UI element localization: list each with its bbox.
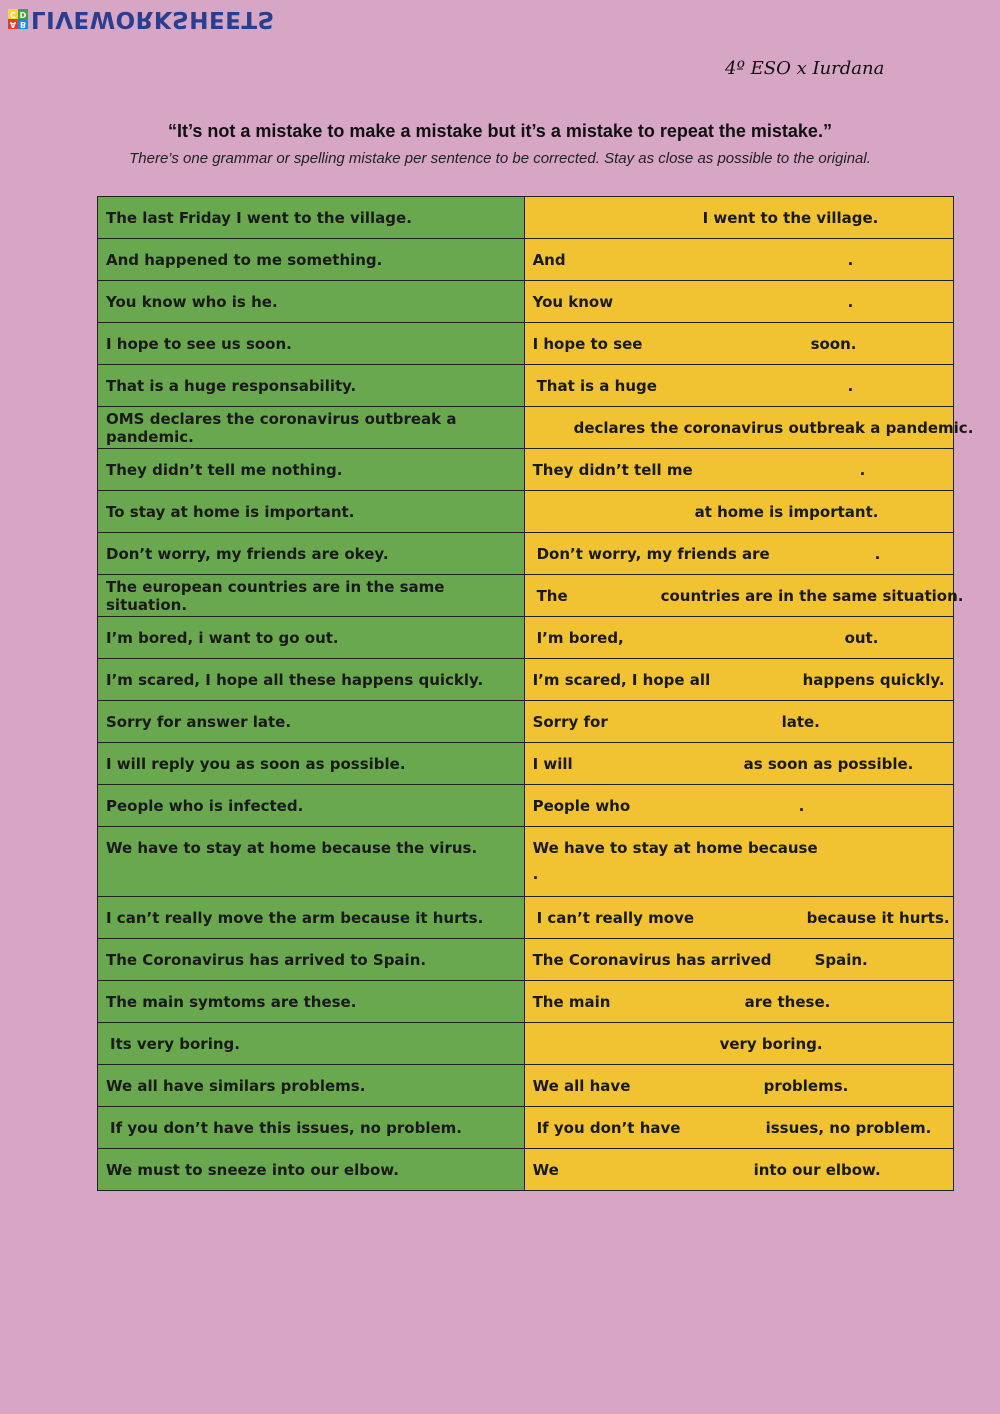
logo-mark-icon: A B C D xyxy=(9,10,27,29)
exercise-row xyxy=(98,1023,954,1065)
original-sentence: I’m bored, i want to go out. xyxy=(98,617,525,659)
original-sentence: We must to sneeze into our elbow. xyxy=(98,1149,525,1191)
answer-prefix: You know xyxy=(532,292,614,311)
answer-suffix: . xyxy=(847,292,854,311)
exercise-row xyxy=(98,659,954,701)
answer-prefix: The main xyxy=(532,992,611,1011)
original-sentence: The last Friday I went to the village. xyxy=(98,197,525,239)
worksheet-quote: “It’s not a mistake to make a mistake but it’s a mistake to repeat the mistake.” xyxy=(168,121,832,141)
corrected-sentence[interactable] xyxy=(524,407,974,449)
answer-suffix: because it hurts. xyxy=(806,908,950,927)
corrected-sentence[interactable] xyxy=(524,1023,953,1065)
corrected-sentence[interactable] xyxy=(524,617,953,659)
answer-suffix: late. xyxy=(781,712,820,731)
corrected-sentence[interactable] xyxy=(524,701,953,743)
answer-suffix: are these. xyxy=(744,992,831,1011)
original-sentence: I hope to see us soon. xyxy=(98,323,525,365)
answer-prefix: And xyxy=(532,250,566,269)
exercise-row xyxy=(98,239,954,281)
original-sentence: I’m scared, I hope all these happens quickly. xyxy=(98,659,525,701)
logo-text: LIVEWORKSHEETS xyxy=(31,6,275,32)
corrected-sentence[interactable] xyxy=(524,785,953,827)
exercise-row xyxy=(98,939,954,981)
answer-suffix: problems. xyxy=(763,1076,849,1095)
exercise-row xyxy=(98,897,954,939)
exercise-row xyxy=(98,1107,954,1149)
answer-prefix: They didn’t tell me xyxy=(532,460,693,479)
original-sentence: To stay at home is important. xyxy=(98,491,525,533)
answer-prefix: We xyxy=(532,1160,559,1179)
exercise-row xyxy=(98,575,954,617)
exercise-row xyxy=(98,491,954,533)
original-sentence: We have to stay at home because the virus. xyxy=(98,827,525,897)
corrected-sentence[interactable] xyxy=(524,281,953,323)
exercise-row xyxy=(98,701,954,743)
original-sentence: The main symtoms are these. xyxy=(98,981,525,1023)
answer-suffix: at home is important. xyxy=(694,502,879,521)
answer-suffix: soon. xyxy=(810,334,857,353)
corrected-sentence[interactable] xyxy=(524,827,953,897)
original-sentence: We all have similars problems. xyxy=(98,1065,525,1107)
exercise-row xyxy=(98,981,954,1023)
exercise-row xyxy=(98,785,954,827)
corrected-sentence[interactable] xyxy=(524,1107,953,1149)
original-sentence: And happened to me something. xyxy=(98,239,525,281)
original-sentence: That is a huge responsability. xyxy=(98,365,525,407)
corrected-sentence[interactable] xyxy=(524,743,953,785)
answer-prefix: I hope to see xyxy=(532,334,643,353)
corrected-sentence[interactable] xyxy=(524,939,953,981)
exercise-row xyxy=(98,743,954,785)
corrected-sentence[interactable] xyxy=(524,491,953,533)
answer-suffix: declares the coronavirus outbreak a pandemic. xyxy=(573,418,974,437)
exercise-row xyxy=(98,365,954,407)
answer-suffix: issues, no problem. xyxy=(765,1118,932,1137)
answer-suffix: Spain. xyxy=(814,950,868,969)
answer-suffix: I went to the village. xyxy=(702,208,879,227)
answer-suffix: as soon as possible. xyxy=(743,754,914,773)
answer-suffix: . xyxy=(532,865,539,883)
answer-prefix: We all have xyxy=(532,1076,631,1095)
answer-prefix: I’m bored, xyxy=(536,628,624,647)
exercise-row xyxy=(98,449,954,491)
answer-prefix: We have to stay at home because xyxy=(532,839,818,857)
corrected-sentence[interactable] xyxy=(524,659,953,701)
original-sentence: You know who is he. xyxy=(98,281,525,323)
exercise-row xyxy=(98,533,954,575)
exercise-row xyxy=(98,617,954,659)
answer-suffix: into our elbow. xyxy=(753,1160,881,1179)
exercise-row xyxy=(98,1149,954,1191)
corrected-sentence[interactable] xyxy=(524,1065,953,1107)
corrected-sentence[interactable] xyxy=(524,981,953,1023)
corrected-sentence[interactable] xyxy=(524,365,953,407)
answer-suffix: . xyxy=(847,250,854,269)
answer-suffix: . xyxy=(798,796,805,815)
answer-suffix: . xyxy=(847,376,854,395)
exercise-row xyxy=(98,197,954,239)
answer-prefix: That is a huge xyxy=(536,376,657,395)
corrected-sentence[interactable] xyxy=(524,323,953,365)
original-sentence: OMS declares the coronavirus outbreak a pandemic. xyxy=(98,407,525,449)
author-credit: 4º ESO x Iurdana xyxy=(725,58,885,79)
original-sentence: The Coronavirus has arrived to Spain. xyxy=(98,939,525,981)
answer-suffix: . xyxy=(874,544,881,563)
exercise-row xyxy=(98,407,954,449)
corrected-sentence[interactable] xyxy=(524,897,953,939)
answer-prefix: Sorry for xyxy=(532,712,608,731)
original-sentence: They didn’t tell me nothing. xyxy=(98,449,525,491)
exercise-row xyxy=(98,323,954,365)
worksheet-instructions: There’s one grammar or spelling mistake per sentence to be corrected. Stay as close as possible to the original. xyxy=(129,150,871,167)
original-sentence: People who is infected. xyxy=(98,785,525,827)
original-sentence: Its very boring. xyxy=(98,1023,525,1065)
exercise-row xyxy=(98,281,954,323)
answer-prefix: The Coronavirus has arrived xyxy=(532,950,772,969)
corrected-sentence[interactable] xyxy=(524,1149,953,1191)
corrected-sentence[interactable] xyxy=(524,533,953,575)
original-sentence: If you don’t have this issues, no problem. xyxy=(98,1107,525,1149)
answer-suffix: countries are in the same situation. xyxy=(660,586,964,605)
answer-prefix: The xyxy=(536,586,568,605)
answer-prefix: If you don’t have xyxy=(536,1118,681,1137)
answer-prefix: I will xyxy=(532,754,573,773)
answer-prefix: People who xyxy=(532,796,631,815)
original-sentence: The european countries are in the same situation. xyxy=(98,575,525,617)
corrected-sentence[interactable] xyxy=(524,239,953,281)
original-sentence: I can’t really move the arm because it hurts. xyxy=(98,897,525,939)
answer-suffix: happens quickly. xyxy=(802,670,945,689)
answer-suffix: out. xyxy=(844,628,879,647)
original-sentence: Sorry for answer late. xyxy=(98,701,525,743)
liveworksheets-logo xyxy=(8,6,275,32)
answer-suffix: very boring. xyxy=(719,1034,823,1053)
answer-prefix: I can’t really move xyxy=(536,908,695,927)
original-sentence: I will reply you as soon as possible. xyxy=(98,743,525,785)
corrected-sentence[interactable] xyxy=(524,449,953,491)
answer-suffix: . xyxy=(859,460,866,479)
exercise-table xyxy=(97,196,974,1191)
answer-prefix: Don’t worry, my friends are xyxy=(536,544,770,563)
answer-prefix: I’m scared, I hope all xyxy=(532,670,711,689)
exercise-row xyxy=(98,827,954,897)
exercise-row xyxy=(98,1065,954,1107)
corrected-sentence[interactable] xyxy=(524,575,964,617)
corrected-sentence[interactable] xyxy=(524,197,953,239)
original-sentence: Don’t worry, my friends are okey. xyxy=(98,533,525,575)
